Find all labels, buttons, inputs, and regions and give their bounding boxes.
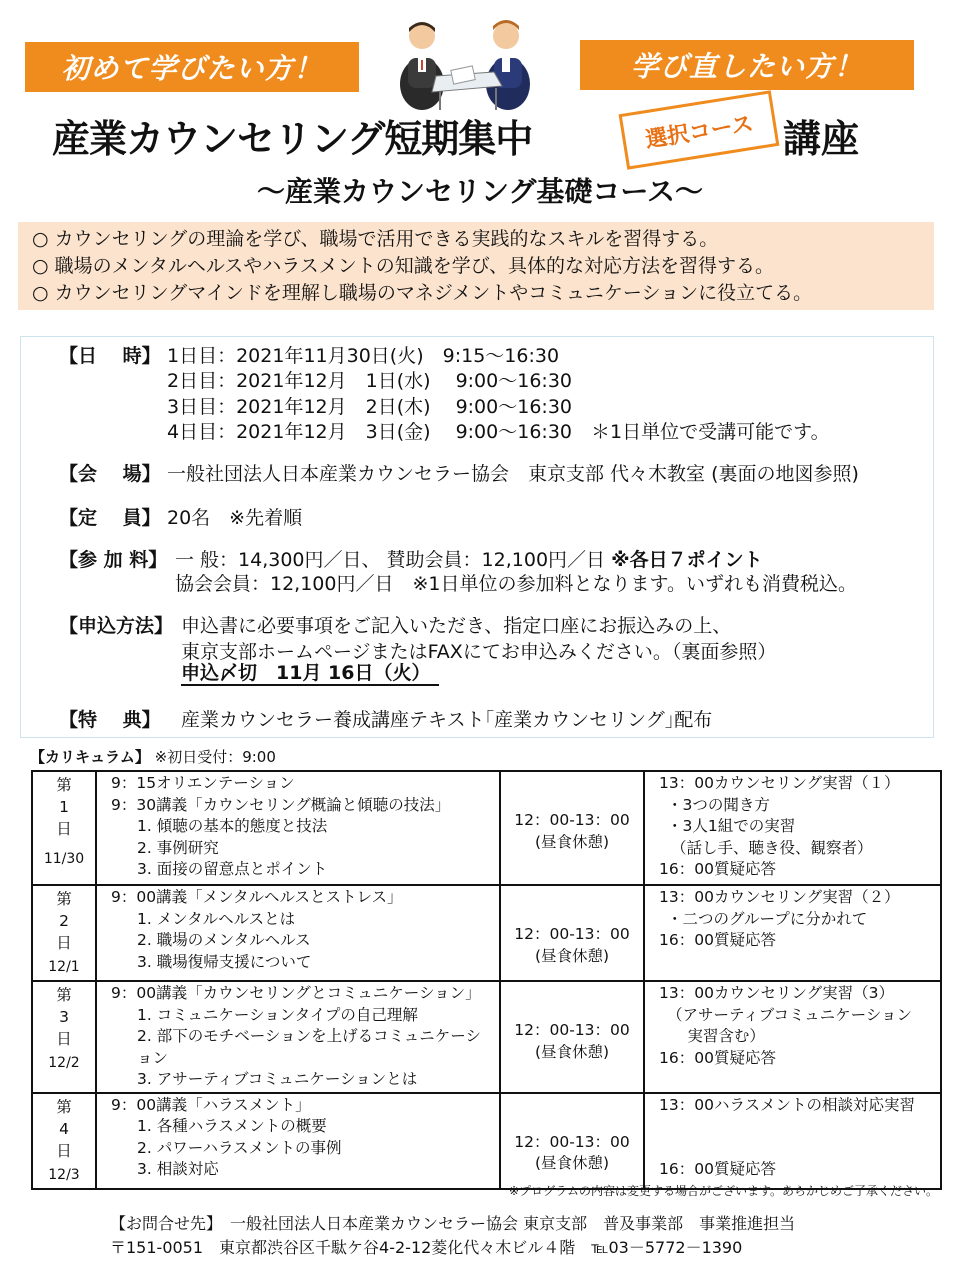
venue-value: 一般社団法人日本産業カウンセラー協会 東京支部 代々木教室 (裏面の地図参照) xyxy=(167,463,859,485)
day-date: 11/30 xyxy=(43,851,85,867)
contact-organization: 【お問合せ先】 一般社団法人日本産業カウンセラー協会 東京支部 普及事業部 事業推進担当 xyxy=(110,1214,796,1233)
afternoon-line: ・二つのグループに分かれて xyxy=(667,909,868,928)
morning-item: 1. メンタルヘルスとは xyxy=(137,909,296,928)
apply-line-2: 東京支部ホームページまたはFAXにてお申込みください。（裏面参照） xyxy=(181,641,777,663)
curriculum-table xyxy=(31,770,942,1190)
day-date: 12/3 xyxy=(48,1166,80,1183)
day-char: 第 xyxy=(56,890,72,908)
morning-item: 3. 面接の留意点とポイント xyxy=(137,860,328,878)
morning-item: 2. パワーハラスメントの事例 xyxy=(137,1138,342,1157)
afternoon-cell xyxy=(644,1093,941,1189)
capacity-label: 【定 員】 xyxy=(59,507,161,529)
afternoon-line: 13：00カウンセリング実習（１） xyxy=(659,774,900,792)
afternoon-line: 16：00質疑応答 xyxy=(659,931,776,949)
table-row xyxy=(32,885,941,981)
morning-line: 9：00講義「カウンセリングとコミュニケーション」 xyxy=(111,984,481,1002)
schedule-day-3: 3日目：2021年12月 2日(木) 9:00～16:30 xyxy=(167,396,572,418)
apply-deadline: 申込〆切 11月 16日（火） xyxy=(181,662,439,686)
fee-line-2: 協会会員：12,100円／日 ※1日単位の参加料となります。いずれも消費税込。 xyxy=(175,573,857,595)
apply-line-1: 申込書に必要事項をご記入いただき、指定口座にお振込みの上、 xyxy=(181,615,732,637)
curriculum-heading xyxy=(30,746,276,767)
day-cell xyxy=(32,981,96,1093)
day-char: 第 xyxy=(56,986,72,1004)
lunch-time: 12：00-13：00 xyxy=(514,925,630,943)
lunch-label: (昼食休憩) xyxy=(534,1042,610,1061)
afternoon-line: 16：00質疑応答 xyxy=(659,1048,776,1067)
lunch-time: 12：00-13：00 xyxy=(514,811,630,829)
lunch-time: 12：00-13：00 xyxy=(514,1132,630,1151)
contact-address: 〒151-0051 東京都渋谷区千駄ケ谷4-2-12菱化代々木ビル４階 ℡03－5772－1390 xyxy=(110,1238,743,1257)
morning-item: 2. 事例研究 xyxy=(137,838,219,857)
morning-cell xyxy=(96,981,500,1093)
fee-label: 【参 加 料】 xyxy=(59,549,168,571)
morning-item: 2. 職場のメンタルヘルス xyxy=(137,931,311,949)
course-info-box xyxy=(20,336,934,738)
lunch-label: (昼食休憩) xyxy=(534,946,610,965)
morning-line: 9：00講義「メンタルヘルスとストレス」 xyxy=(111,888,403,906)
afternoon-line xyxy=(649,1138,936,1160)
apply-label: 【申込方法】 xyxy=(59,615,174,637)
day-date: 12/1 xyxy=(48,959,80,975)
morning-item: 3. 相談対応 xyxy=(137,1160,219,1178)
lunch-label: (昼食休憩) xyxy=(534,832,610,851)
program-change-note: ※プログラムの内容は変更する場合がございます。あらかじめご了承ください。 xyxy=(509,1184,938,1198)
morning-cell xyxy=(96,771,500,885)
curriculum-title: 【カリキュラム】 xyxy=(30,748,150,766)
day-date: 12/2 xyxy=(48,1055,80,1071)
morning-cell xyxy=(96,1093,500,1189)
afternoon-line: 16：00質疑応答 xyxy=(659,860,776,878)
venue-label: 【会 場】 xyxy=(59,463,161,485)
page-title-suffix: 講座 xyxy=(783,117,860,161)
lunch-cell xyxy=(500,771,644,885)
schedule-day-2: 2日目：2021年12月 1日(水) 9:00～16:30 xyxy=(167,370,572,392)
counseling-illustration xyxy=(396,14,532,110)
afternoon-cell xyxy=(644,981,941,1093)
badge-first-time-label: 初めて学びたい方！ xyxy=(61,52,323,85)
day-cell xyxy=(32,1093,96,1189)
table-row xyxy=(32,771,941,885)
page-title: 産業カウンセリング短期集中 xyxy=(52,117,533,161)
day-char: 日 xyxy=(56,820,72,838)
afternoon-cell xyxy=(644,885,941,981)
goal-item: ○ カウンセリングの理論を学び、職場で活用できる実践的なスキルを習得する。 xyxy=(32,228,719,250)
day-number: 1 xyxy=(59,798,69,816)
badge-first-time xyxy=(25,42,359,92)
morning-cell xyxy=(96,885,500,981)
afternoon-line: （アサーティブコミュニケーション xyxy=(667,1005,913,1024)
morning-item: 3. 職場復帰支援について xyxy=(137,952,312,971)
fee-line-1 xyxy=(175,545,763,572)
day-char: 日 xyxy=(56,934,72,952)
afternoon-line: ・3つの聞き方 xyxy=(667,795,770,814)
afternoon-line xyxy=(649,1116,936,1138)
day-char: 第 xyxy=(56,1097,72,1116)
afternoon-line: 13：00カウンセリング実習（3） xyxy=(659,984,894,1002)
morning-line: 9：30講義「カウンセリング概論と傾聴の技法」 xyxy=(111,795,451,814)
schedule-day-1: 1日目：2021年11月30日(火) 9:15～16:30 xyxy=(167,345,560,367)
afternoon-line: ・3人1組での実習 xyxy=(667,817,796,835)
badge-relearn-label: 学び直したい方！ xyxy=(630,50,863,83)
benefit-label: 【特 典】 xyxy=(59,709,161,731)
day-char: 日 xyxy=(56,1030,72,1048)
lunch-cell xyxy=(500,885,644,981)
page-subtitle: ～産業カウンセリング基礎コース～ xyxy=(256,175,704,208)
day-number: 2 xyxy=(59,912,69,930)
morning-item: 2. 部下のモチベーションを上げるコミュニケーション xyxy=(137,1027,481,1067)
goals-box xyxy=(18,222,934,310)
afternoon-line: （話し手、聴き役、観察者） xyxy=(671,838,873,857)
day-cell xyxy=(32,885,96,981)
lunch-cell xyxy=(500,981,644,1093)
goal-item: ○ カウンセリングマインドを理解し職場のマネジメントやコミュニケーションに役立てる。 xyxy=(32,282,813,304)
lunch-time: 12：00-13：00 xyxy=(514,1021,630,1039)
lunch-cell xyxy=(500,1093,644,1189)
morning-item: 1. 傾聴の基本的態度と技法 xyxy=(137,817,328,835)
afternoon-cell xyxy=(644,771,941,885)
table-row xyxy=(32,981,941,1093)
afternoon-line: 13：00ハラスメントの相談対応実習 xyxy=(659,1095,915,1114)
fee-points: ※各日７ポイント xyxy=(611,549,763,571)
badge-relearn xyxy=(580,40,914,90)
day-char: 日 xyxy=(56,1141,72,1160)
select-course-label: 選択コース xyxy=(643,111,756,153)
capacity-value: 20名 ※先着順 xyxy=(167,507,303,529)
day-number: 3 xyxy=(59,1008,69,1026)
morning-item: 3. アサーティブコミュニケーションとは xyxy=(137,1070,418,1088)
morning-line: 9：00講義「ハラスメント」 xyxy=(111,1095,311,1114)
schedule-day-4: 4日目：2021年12月 3日(金) 9:00～16:30 ＊1日単位で受講可能です。 xyxy=(167,421,830,443)
curriculum-reception-note: ※初日受付：9:00 xyxy=(154,748,276,766)
morning-line: 9：15オリエンテーション xyxy=(111,774,295,792)
lunch-label: (昼食休憩) xyxy=(534,1154,610,1172)
afternoon-line: 16：00質疑応答 xyxy=(659,1160,776,1178)
afternoon-line: 実習含む） xyxy=(667,1027,765,1045)
fee-general: 一 般：14,300円／日、 賛助会員：12,100円／日 xyxy=(175,549,606,571)
day-cell xyxy=(32,771,96,885)
table-row xyxy=(32,1093,941,1189)
day-char: 第 xyxy=(56,776,72,794)
morning-item: 1. 各種ハラスメントの概要 xyxy=(137,1117,327,1135)
benefit-value: 産業カウンセラー養成講座テキスト｢産業カウンセリング｣配布 xyxy=(181,709,713,731)
select-course-tag xyxy=(619,90,780,169)
afternoon-line: 13：00カウンセリング実習（２） xyxy=(659,888,900,906)
schedule-label: 【日 時】 xyxy=(59,345,161,367)
goal-item: ○ 職場のメンタルヘルスやハラスメントの知識を学び、具体的な対応方法を習得する。 xyxy=(32,255,774,277)
day-number: 4 xyxy=(59,1119,69,1138)
morning-item: 1. コミュニケーションタイプの自己理解 xyxy=(137,1005,418,1024)
